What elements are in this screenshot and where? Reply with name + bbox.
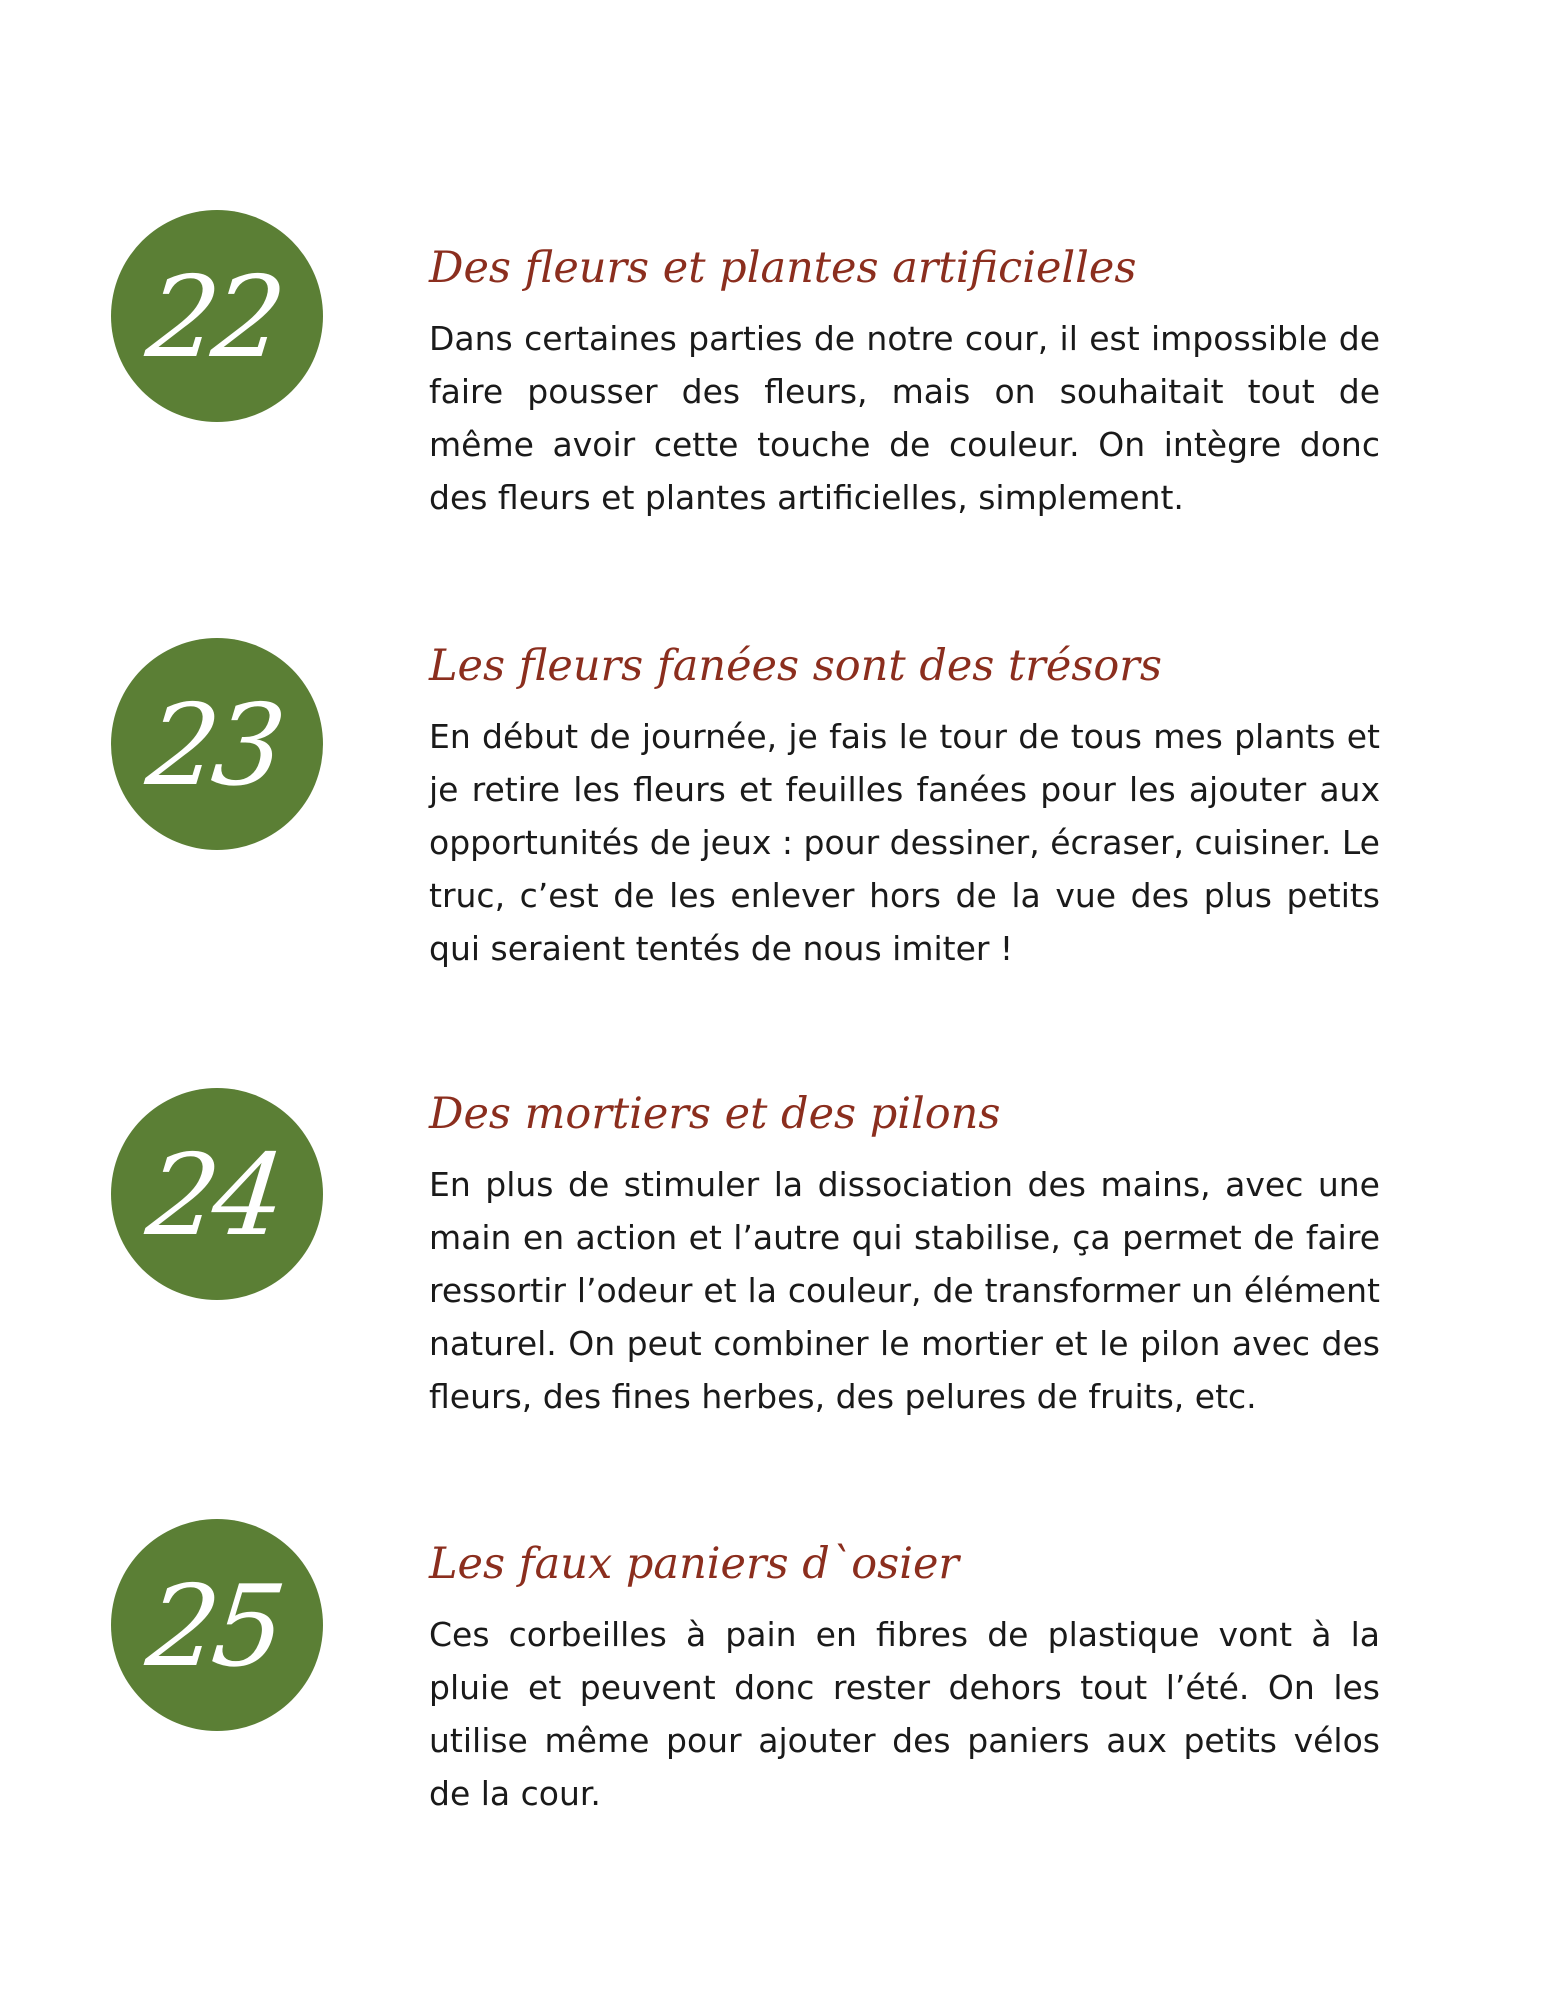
tip-body: En plus de stimuler la dissociation des mains, avec une main en action et l’autre qui stabilise, ça permet de faire ressortir l’odeur et la couleur, de transformer un élément naturel. On peut combiner le mortier et le pilon avec des fleurs, des fines herbes, des pelures de fruits, etc. <box>429 1165 1380 1416</box>
tip-title: Les fleurs fanées sont des trésors <box>429 641 1162 691</box>
badge-number: 23 <box>140 681 286 811</box>
tip-title: Des mortiers et des pilons <box>429 1089 1001 1139</box>
tip-body: Dans certaines parties de notre cour, il est impossible de faire pousser des fleurs, mais on souhaitait tout de même avoir cette touche de couleur. On intègre donc des fleurs et plantes artificielles, simplement. <box>429 319 1380 517</box>
badge-number: 25 <box>140 1562 286 1692</box>
tip-body: Ces corbeilles à pain en fibres de plastique vont à la pluie et peuvent donc rester dehors tout l’été. On les utilise même pour ajouter des paniers aux petits vélos de la cour. <box>429 1615 1380 1813</box>
badge-number: 24 <box>140 1131 286 1261</box>
tip-title: Les faux paniers d`osier <box>429 1539 959 1589</box>
badge-number: 22 <box>140 253 286 383</box>
number-badge <box>111 1088 323 1300</box>
number-badge <box>111 638 323 850</box>
tip-title: Des fleurs et plantes artificielles <box>429 243 1137 293</box>
number-badge <box>111 210 323 422</box>
tip-body: En début de journée, je fais le tour de tous mes plants et je retire les fleurs et feuilles fanées pour les ajouter aux opportunités de jeux : pour dessiner, écraser, cuisiner. Le truc, c’est de les enlever hors de la vue des plus petits qui seraient tentés de nous imiter ! <box>429 717 1380 968</box>
number-badge <box>111 1519 323 1731</box>
